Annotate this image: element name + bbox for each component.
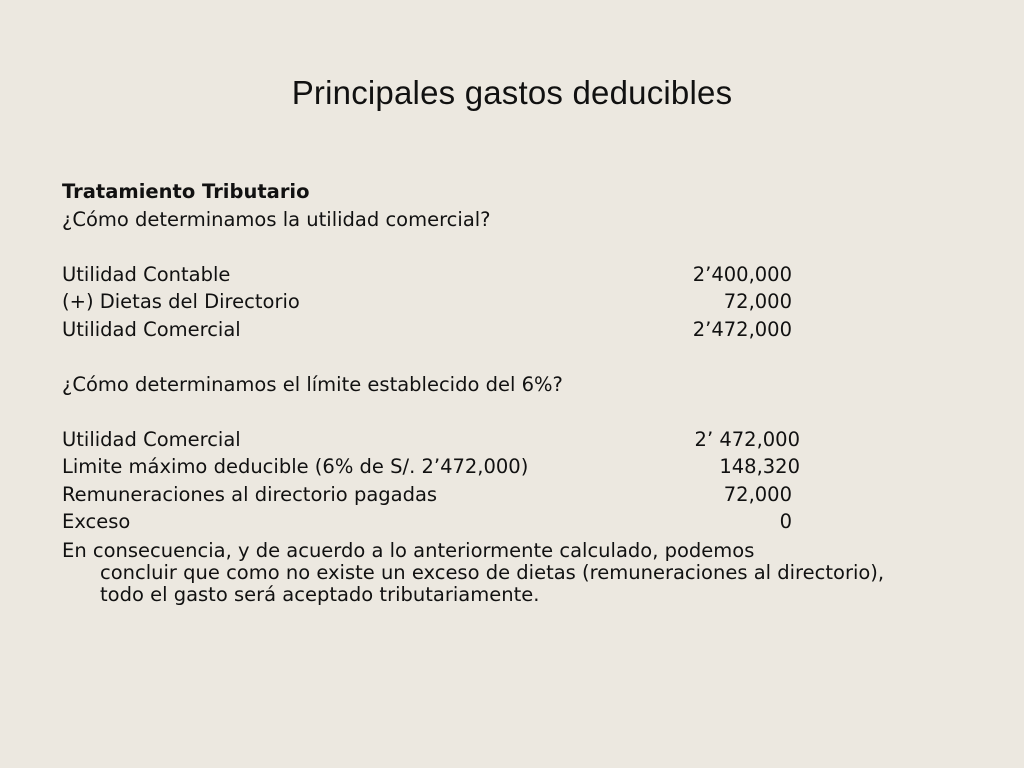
table-row [62, 261, 922, 289]
row-label: (+) Dietas del Directorio [62, 290, 300, 313]
table-row [62, 316, 922, 344]
row-amount: 148,320 [719, 455, 800, 478]
row-label: Limite máximo deducible (6% de S/. 2’472,000) [62, 455, 529, 478]
spacer [62, 398, 922, 426]
table-row [62, 508, 922, 536]
table-row [62, 426, 922, 454]
question-limite: ¿Cómo determinamos el límite establecido del 6%? [62, 372, 563, 396]
table-row [62, 288, 922, 316]
table-row [62, 453, 922, 481]
row-amount: 2’400,000 [692, 262, 792, 286]
row-label: Utilidad Comercial [62, 317, 241, 341]
row-label: Exceso [62, 510, 131, 533]
row-label: Utilidad Comercial [62, 427, 241, 451]
row-amount: 2’472,000 [692, 317, 792, 341]
slide-body [62, 178, 922, 606]
row-amount: 72,000 [723, 482, 792, 506]
spacer [62, 343, 922, 371]
section-heading: Tratamiento Tributario [62, 180, 310, 203]
table-row [62, 481, 922, 509]
row-label: Utilidad Contable [62, 262, 231, 286]
conclusion-paragraph [62, 540, 922, 606]
row-amount: 2’ 472,000 [694, 427, 800, 451]
row-amount: 72,000 [723, 290, 792, 313]
conclusion-first-line: En consecuencia, y de acuerdo a lo anteriormente calculado, podemos [62, 538, 755, 562]
conclusion-continuation: concluir que como no existe un exceso de dietas (remuneraciones al directorio), todo el gasto será aceptado tributariamente. [100, 560, 885, 606]
question-utilidad-comercial: ¿Cómo determinamos la utilidad comercial? [62, 207, 491, 231]
slide-title: Principales gastos deducibles [291, 74, 733, 111]
row-label: Remuneraciones al directorio pagadas [62, 482, 438, 506]
spacer [62, 233, 922, 261]
row-amount: 0 [779, 510, 792, 533]
